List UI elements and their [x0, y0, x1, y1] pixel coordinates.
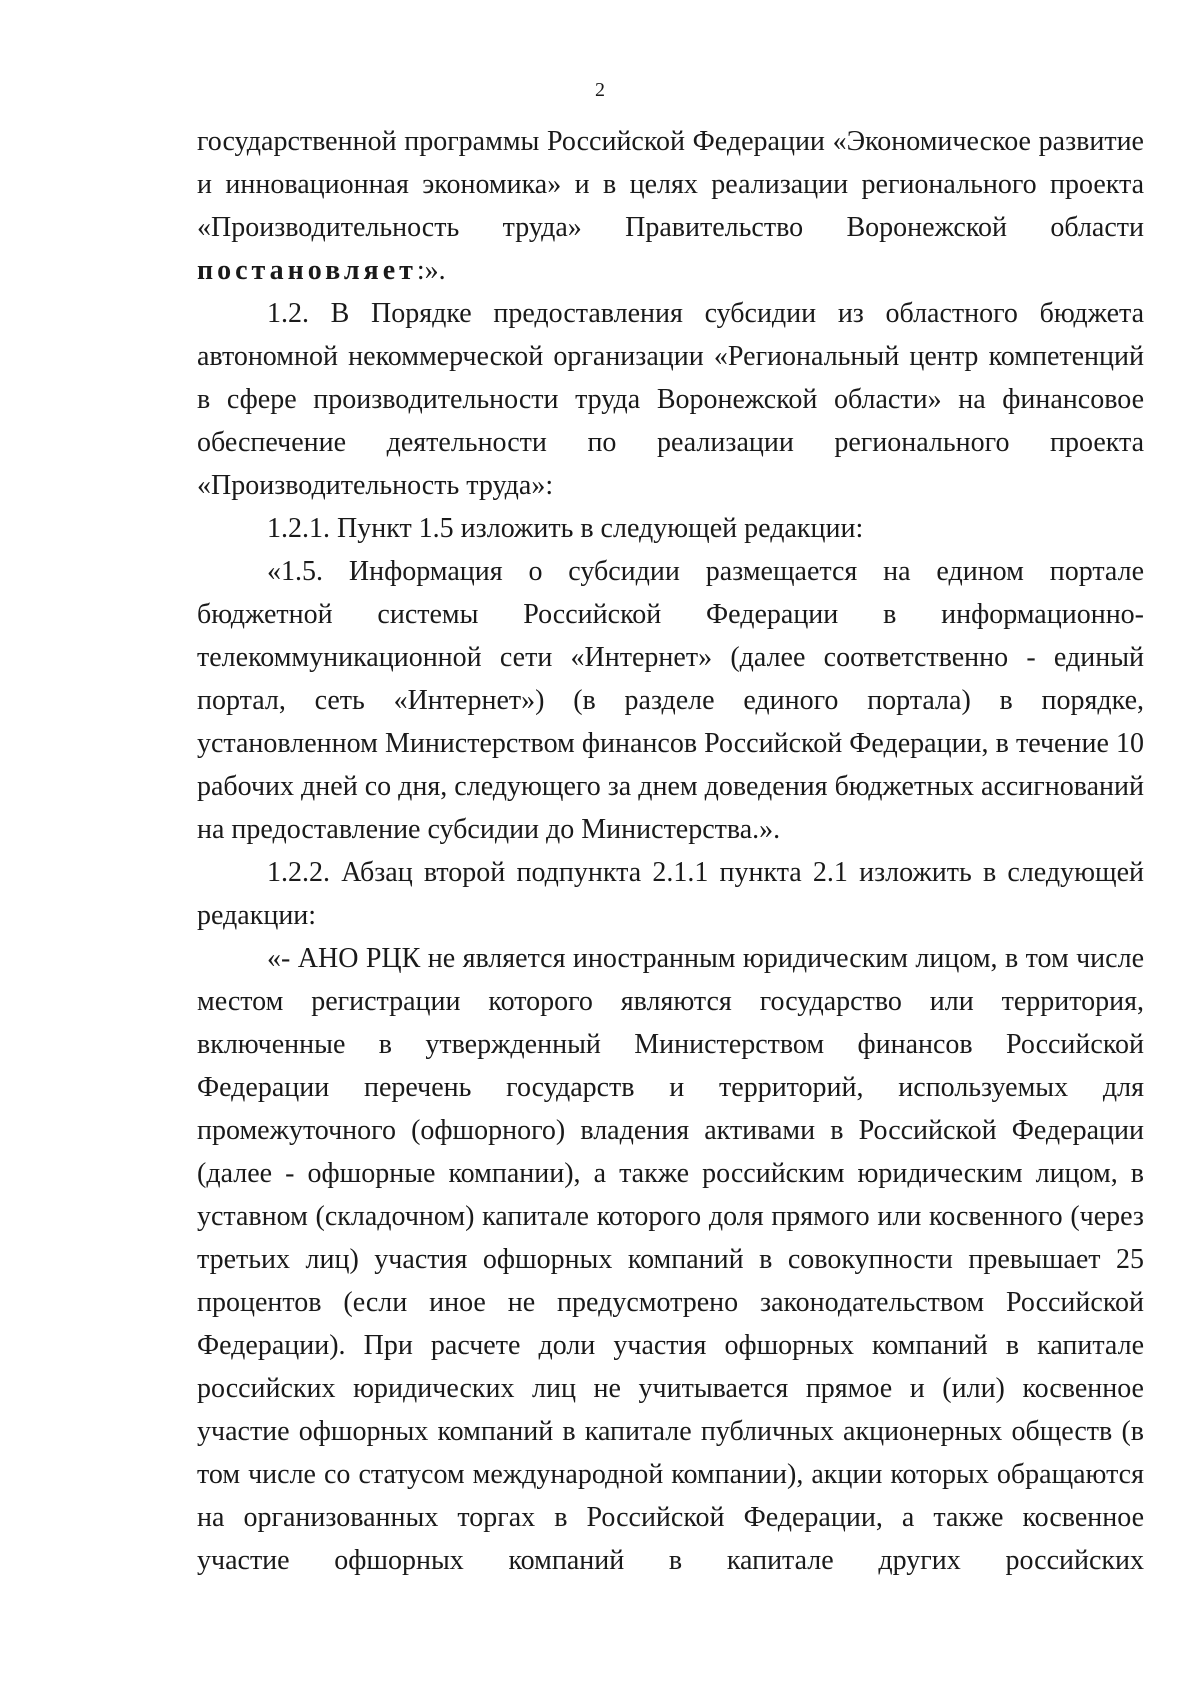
paragraph-1-2: 1.2. В Порядке предоставления субсидии из областного бюджета автономной некоммерческой организации «Региональный центр компетенций в сфере производительности труда Воронежской области» на финансовое обеспечение деятельности по реализации регионального проекта «Производительность труда»:: [197, 298, 1144, 501]
paragraph-preamble-continuation: [197, 120, 1144, 292]
paragraph-ano-rck-quote: «- АНО РЦК не является иностранным юридическим лицом, в том числе местом регистрации которого являются государство или территория, включенные в утвержденный Министерством финансов Российской Федерации перечень государств и территорий, используемых для промежуточного (офшорного) владения активами в Российской Федерации (далее - офшорные компании), а также российским юридическим лицом, в уставном (складочном) капитале которого доля прямого или косвенного (через третьих лиц) участия офшорных компаний в совокупности превышает 25 процентов (если иное не предусмотрено законодательством Российской Федерации). При расчете доли участия офшорных компаний в капитале российских юридических лиц не учитывается прямое и (или) косвенное участие офшорных компаний в капитале публичных акционерных обществ (в том числе со статусом международной компании), акции которых обращаются на организованных торгах в Российской Федерации, а также косвенное участие офшорных компаний в капитале других российских: [197, 943, 1144, 1576]
preamble-tail: :».: [416, 255, 446, 286]
page-number: 2: [595, 79, 605, 101]
document-body: [197, 120, 1144, 1582]
paragraph-1-5-quote: «1.5. Информация о субсидии размещается на едином портале бюджетной системы Российской Федерации в информационно-телекоммуникационной сети «Интернет» (далее соответственно - единый портал, сеть «Интернет») (в разделе единого портала) в порядке, установленном Министерством финансов Российской Федерации, в течение 10 рабочих дней со дня, следующего за днем доведения бюджетных ассигнований на предоставление субсидии до Министерства.».: [197, 556, 1144, 845]
preamble-text: государственной программы Российской Федерации «Экономическое развитие и инновационная экономика» и в целях реализации регионального проекта «Производительность труда» Правительство Воронежской области: [197, 126, 1144, 243]
paragraph-1-2-1: 1.2.1. Пункт 1.5 изложить в следующей редакции:: [267, 513, 864, 544]
resolves-keyword: постановляет: [197, 255, 417, 286]
paragraph-1-2-2: 1.2.2. Абзац второй подпункта 2.1.1 пункта 2.1 изложить в следующей редакции:: [197, 857, 1144, 931]
